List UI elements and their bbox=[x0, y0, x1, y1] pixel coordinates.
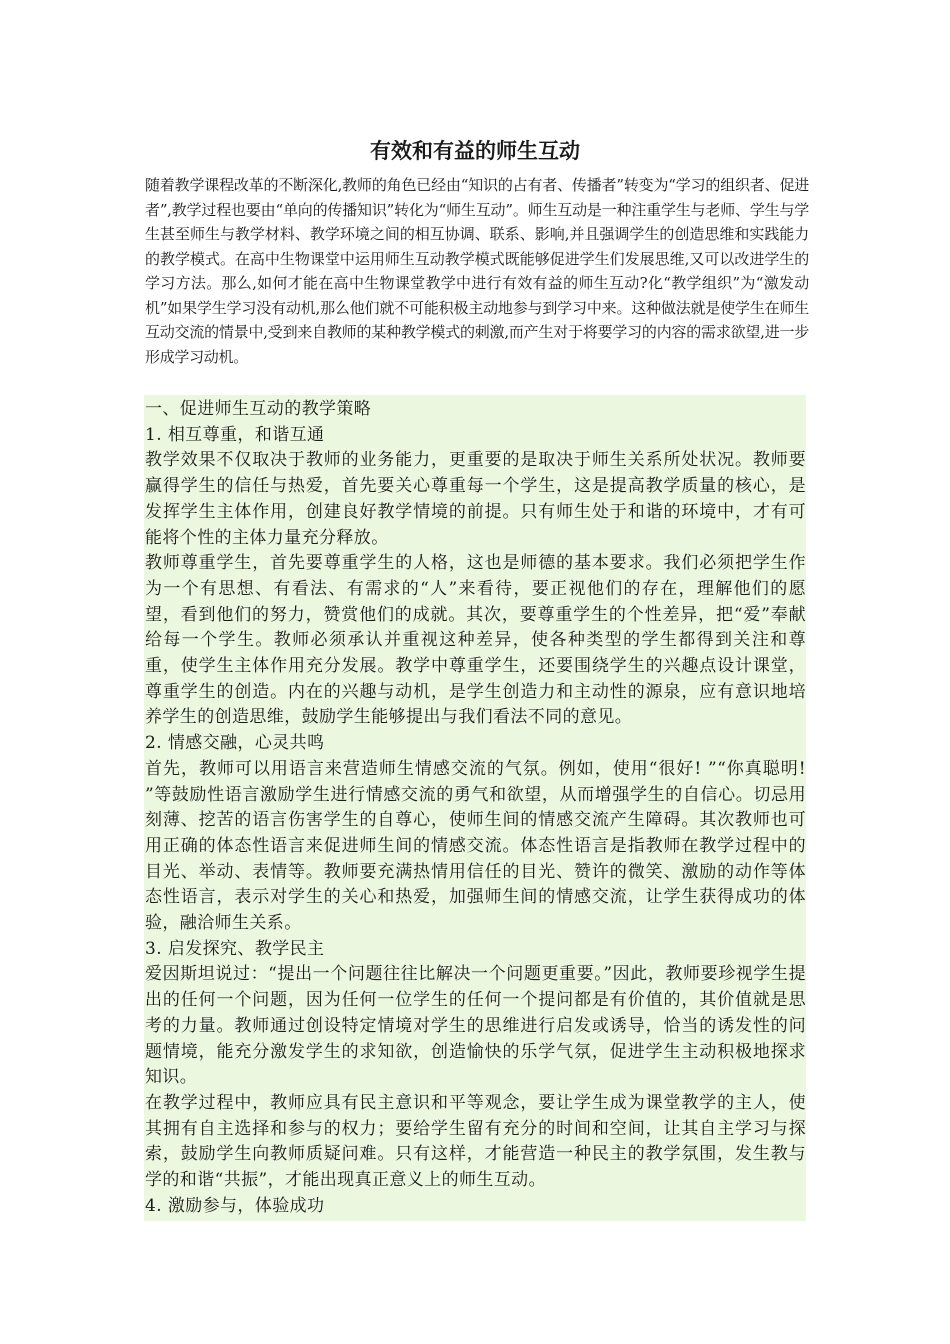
highlighted-section bbox=[144, 395, 806, 1221]
intro-paragraph: 随着教学课程改革的不断深化,教师的角色已经由“知识的占有者、传播者”转变为“学习的组织者、促进者”,教学过程也要由“单向的传播知识”转化为“师生互动”。师生互动是一种注重学生与老师、学生与学生甚至师生与教学材料、教学环境之间的相互协调、联系、影响,并且强调学生的创造思维和实践能力的教学模式。在高中生物课堂中运用师生互动教学模式既能够促进学生们发展思维,又可以改进学生的学习方法。那么,如何才能在高中生物课堂教学中进行有效有益的师生互动?化“教学组织”为“激发动机”如果学生学习没有动机,那么他们就不可能积极主动地参与到学习中来。这种做法就是使学生在师生互动交流的情景中,受到来自教师的某种教学模式的刺激,而产生对于将要学习的内容的需求欲望,进一步形成学习动机。 bbox=[145, 176, 809, 366]
page-title: 有效和有益的师生互动 bbox=[370, 139, 580, 163]
item-heading: 2. 情感交融，心灵共鸣 bbox=[145, 733, 325, 754]
body-paragraph: 爱因斯坦说过：“提出一个问题往往比解决一个问题更重要。”因此，教师要珍视学生提出的任何一个问题，因为任何一位学生的任何一个提问都是有价值的，其价值就是思考的力量。教师通过创设特定情境对学生的思维进行启发或诱导，恰当的诱发性的问题情境，能充分激发学生的求知欲，创造愉快的乐学气氛，促进学生主动积极地探求知识。 bbox=[145, 964, 806, 1088]
section-heading: 一、促进师生互动的教学策略 bbox=[145, 399, 372, 419]
body-paragraph: 首先，教师可以用语言来营造师生情感交流的气氛。例如，使用“很好! ”“你真聪明! ”等鼓励性语言激励学生进行情感交流的勇气和欲望，从而增强学生的自信心。切忌用刻薄、挖苦的语言伤害学生的自尊心，使师生间的情感交流产生障碍。其次教师也可用正确的体态性语言来促进师生间的情感交流。体态性语言是指教师在教学过程中的目光、举动、表情等。教师要充满热情用信任的目光、赞许的微笑、激励的动作等体态性语言，表示对学生的关心和热爱，加强师生间的情感交流，让学生获得成功的体验，融洽师生关系。 bbox=[145, 758, 806, 934]
item-heading: 4. 激励参与，体验成功 bbox=[145, 1195, 325, 1216]
item-heading: 1. 相互尊重，和谐互通 bbox=[145, 424, 325, 445]
body-paragraph: 在教学过程中，教师应具有民主意识和平等观念，要让学生成为课堂教学的主人，使其拥有自主选择和参与的权力；要给学生留有充分的时间和空间，让其自主学习与探索，鼓励学生向教师质疑问难。只有这样，才能营造一种民主的教学氛围，发生教与学的和谐“共振”，才能出现真正意义上的师生互动。 bbox=[145, 1092, 806, 1191]
item-heading: 3. 启发探究、教学民主 bbox=[145, 938, 325, 959]
body-paragraph: 教学效果不仅取决于教师的业务能力，更重要的是取决于师生关系所处状况。教师要赢得学生的信任与热爱，首先要关心尊重每一个学生，这是提高教学质量的核心，是发挥学生主体作用，创建良好教学情境的前提。只有师生处于和谐的环境中，才有可能将个性的主体力量充分释放。 bbox=[145, 450, 806, 548]
body-paragraph: 教师尊重学生，首先要尊重学生的人格，这也是师德的基本要求。我们必须把学生作为一个有思想、有看法、有需求的“人”来看待，要正视他们的存在，理解他们的愿望，看到他们的努力，赞赏他们的成就。其次，要尊重学生的个性差异，把“爱”奉献给每一个学生。教师必须承认并重视这种差异，使各种类型的学生都得到关注和尊重，使学生主体作用充分发展。教学中尊重学生，还要围绕学生的兴趣点设计课堂，尊重学生的创造。内在的兴趣与动机，是学生创造力和主动性的源泉，应有意识地培养学生的创造思维，鼓励学生能够提出与我们看法不同的意见。 bbox=[145, 553, 806, 728]
